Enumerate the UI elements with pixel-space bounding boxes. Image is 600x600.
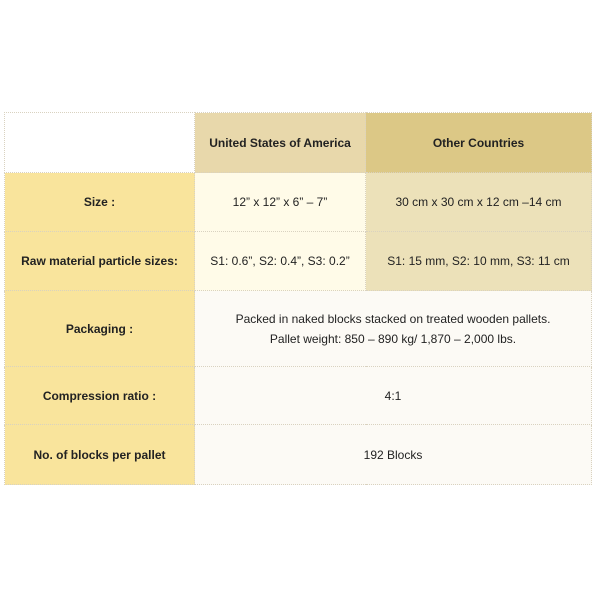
row-label-compression-ratio: Compression ratio : (5, 367, 195, 425)
table-row-compression-ratio (5, 367, 592, 425)
packaging-line-1: Packed in naked blocks stacked on treated wooden pallets. (235, 311, 551, 326)
row-label-blocks-per-pallet: No. of blocks per pallet (5, 425, 195, 485)
row-label-packaging: Packaging : (5, 291, 195, 367)
particle-sizes-usa-value: S1: 0.6”, S2: 0.4”, S3: 0.2” (195, 232, 366, 291)
row-label-particle-sizes: Raw material particle sizes: (5, 232, 195, 291)
packaging-value (195, 291, 592, 367)
table-row-size (5, 173, 592, 232)
size-usa-value: 12” x 12” x 6” – 7” (195, 173, 366, 232)
blocks-per-pallet-value: 192 Blocks (195, 425, 592, 485)
header-usa: United States of America (195, 113, 366, 173)
header-other-countries: Other Countries (366, 113, 592, 173)
header-empty-cell (5, 113, 195, 173)
particle-sizes-other-value: S1: 15 mm, S2: 10 mm, S3: 11 cm (366, 232, 592, 291)
table-header-row (5, 113, 592, 173)
table-row-packaging (5, 291, 592, 367)
specifications-table (4, 112, 592, 485)
packaging-line-2: Pallet weight: 850 – 890 kg/ 1,870 – 2,000 lbs. (269, 331, 517, 346)
row-label-size: Size : (5, 173, 195, 232)
size-other-value: 30 cm x 30 cm x 12 cm –14 cm (366, 173, 592, 232)
compression-ratio-value: 4:1 (195, 367, 592, 425)
table-row-blocks-per-pallet (5, 425, 592, 485)
table-row-particle-sizes (5, 232, 592, 291)
